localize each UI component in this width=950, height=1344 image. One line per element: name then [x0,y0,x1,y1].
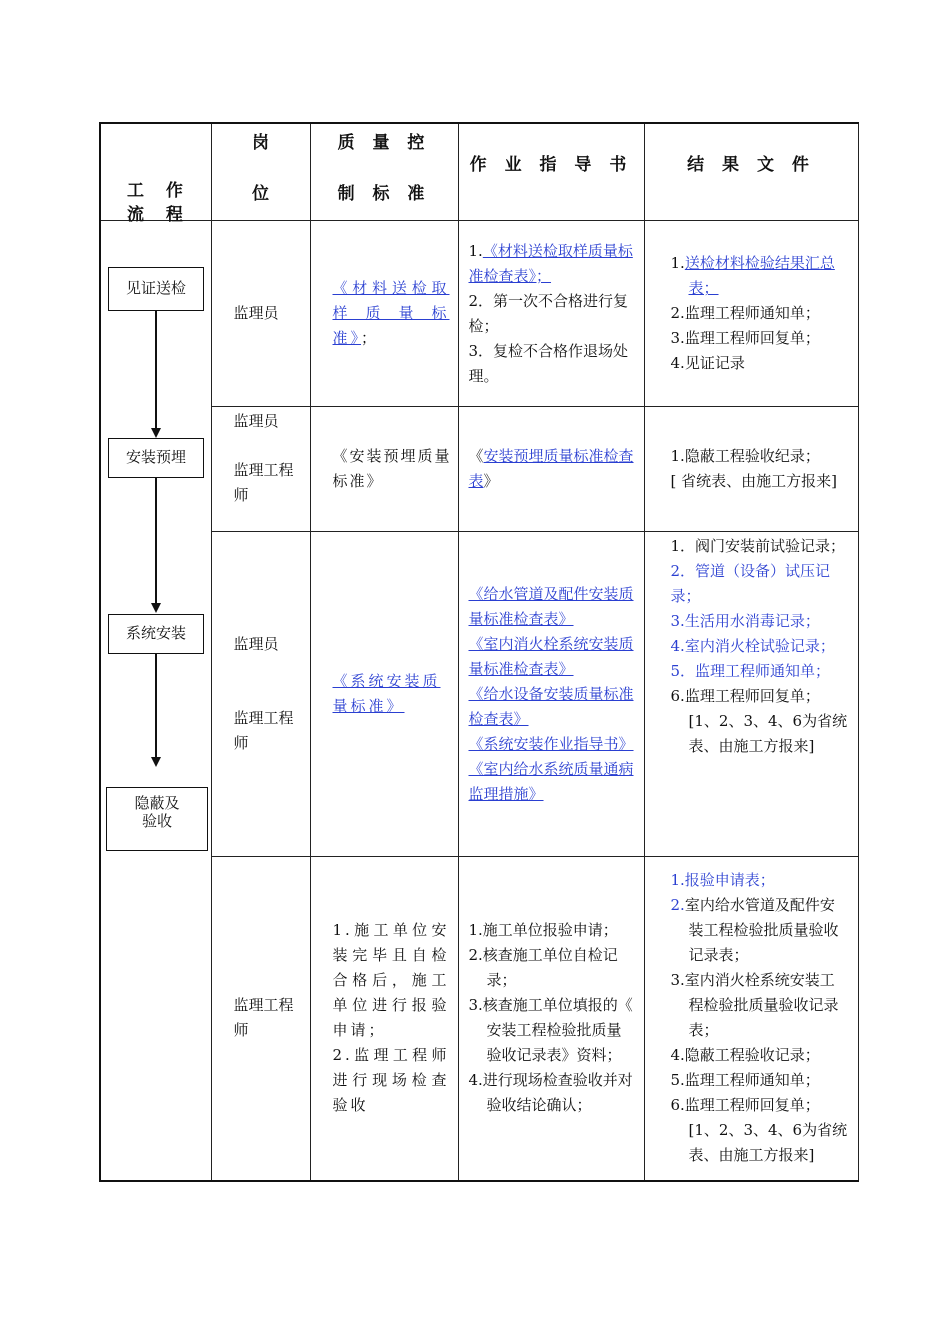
row3-result-item: [1、2、3、4、6为省统表、由施工方报来] [688,712,848,755]
row4-post: 监理工程师 [211,857,310,1181]
row-material-inspection [100,221,858,407]
row3-result-item: 4.室内消火栓试验记录； [670,637,835,655]
flow-box-concealed-acceptance: 隐蔽及 验收 [106,787,208,851]
row3-guide-link[interactable]: 《给水设备安装质量标准检查表》 [468,684,634,728]
row3-standard [310,532,458,857]
row1-guide-link[interactable]: 《材料送检取样质量标准检查表》； [468,241,633,285]
row3-guide-link[interactable]: 《系统安装作业指导书》《室内给水系统质量通病监理措施》 [468,734,634,803]
row1-post: 监理员 [211,221,310,407]
row1-guide-item: 2．第一次不合格进行复检； [468,291,629,335]
row-concealed-acceptance [100,857,858,1181]
row2-guide-link[interactable]: 安装预埋质量标准检查表 [468,447,634,490]
flow-arrow-2-head [151,603,161,613]
row3-post: 监理员 监理工程师 [211,532,310,857]
row2-result-item: [ 省统表、由施工方报来] [670,472,837,490]
row1-result-item: 3.监理工程师回复单； [670,329,820,347]
row1-guide-item: 3．复检不合格作退场处理。 [468,341,629,385]
header-result: 结 果 文 件 [644,123,858,221]
row4-guide: 1.施工单位报验申请； 2.核查施工单位自检记录； 3.核查施工单位填报的《 安装工程检验批质量验收记录表》资料； 4.进行现场检查验收并对验收结论确认； [458,857,644,1181]
row2-guide: 《安装预埋质量标准检查表》 [458,407,644,532]
flow-arrow-1 [155,311,157,429]
row3-result-item: 2．管道（设备）试压记录； [670,562,831,605]
row3-guide-link[interactable]: 《室内消火栓系统安装质量标准检查表》 [468,634,634,678]
row1-guide [458,221,644,407]
row-embedded-installation [100,407,858,532]
row2-post: 监理员 监理工程师 [211,407,310,532]
row3-result [644,532,858,857]
row3-result-item: 5．监理工程师通知单； [670,662,831,680]
flow-arrow-3-head [151,757,161,767]
row2-standard: 《安装预埋质量标准》 [310,407,458,532]
row1-standard: 《材料送检取样质量标准》； [310,221,458,407]
row3-result-item: 3.生活用水消毒记录； [670,612,820,630]
row3-guide-link[interactable]: 《给水管道及配件安装质量标准检查表》 [468,584,634,628]
workflow-table [99,122,859,1182]
row3-result-item: 6.监理工程师回复单； [670,687,820,705]
row4-standard: 1.施工单位安装完毕且自检合格后，施工单位进行报验申请； 2.监理工程师进行现场检查验收 [310,857,458,1181]
row3-guide [458,532,644,857]
flow-arrow-1-head [151,428,161,438]
header-post: 岗 位 [211,123,310,221]
header-flow: 工 作 流 程 [100,123,211,221]
row3-standard-link[interactable]: 《系统安装质量标准》 [332,672,441,715]
flow-arrow-2 [155,478,157,604]
header-row [100,123,858,221]
row1-standard-link[interactable]: 《材料送检取样质量标准》 [332,279,450,347]
flow-box-embedded-installation: 安装预埋 [108,438,204,478]
header-guide: 作 业 指 导 书 [458,123,644,221]
row4-result: 1.报验申请表； 2.室内给水管道及配件安装工程检验批质量验收记录表； 3.室内消火栓系统安装工程检验批质量验收记录表； 4.隐蔽工程验收记录； 5.监理工程师通知单； 6.监理工程师回复单； [1、2、3、4、6为省统表、由施工方报来] [644,857,858,1181]
row1-result-item: 4.见证记录 [670,354,745,372]
row2-result [644,407,858,532]
row3-result-item: 1．阀门安装前试验记录； [670,537,846,555]
row2-result-item: 1.隐蔽工程验收纪录； [670,447,820,465]
row1-guide-item: 1.《材料送检取样质量标准检查表》； [468,241,633,285]
row1-result [644,221,858,407]
row-system-installation [100,532,858,857]
header-standard: 质 量 控 制 标 准 [310,123,458,221]
flow-arrow-3 [155,654,157,758]
flow-box-witness-inspection: 见证送检 [108,267,204,311]
row1-result-link[interactable]: 送检材料检验结果汇总表； [684,254,835,297]
flow-box-system-installation: 系统安装 [108,614,204,654]
row1-result-item: 1.送检材料检验结果汇总表； [670,254,835,297]
row1-result-item: 2.监理工程师通知单； [670,304,820,322]
